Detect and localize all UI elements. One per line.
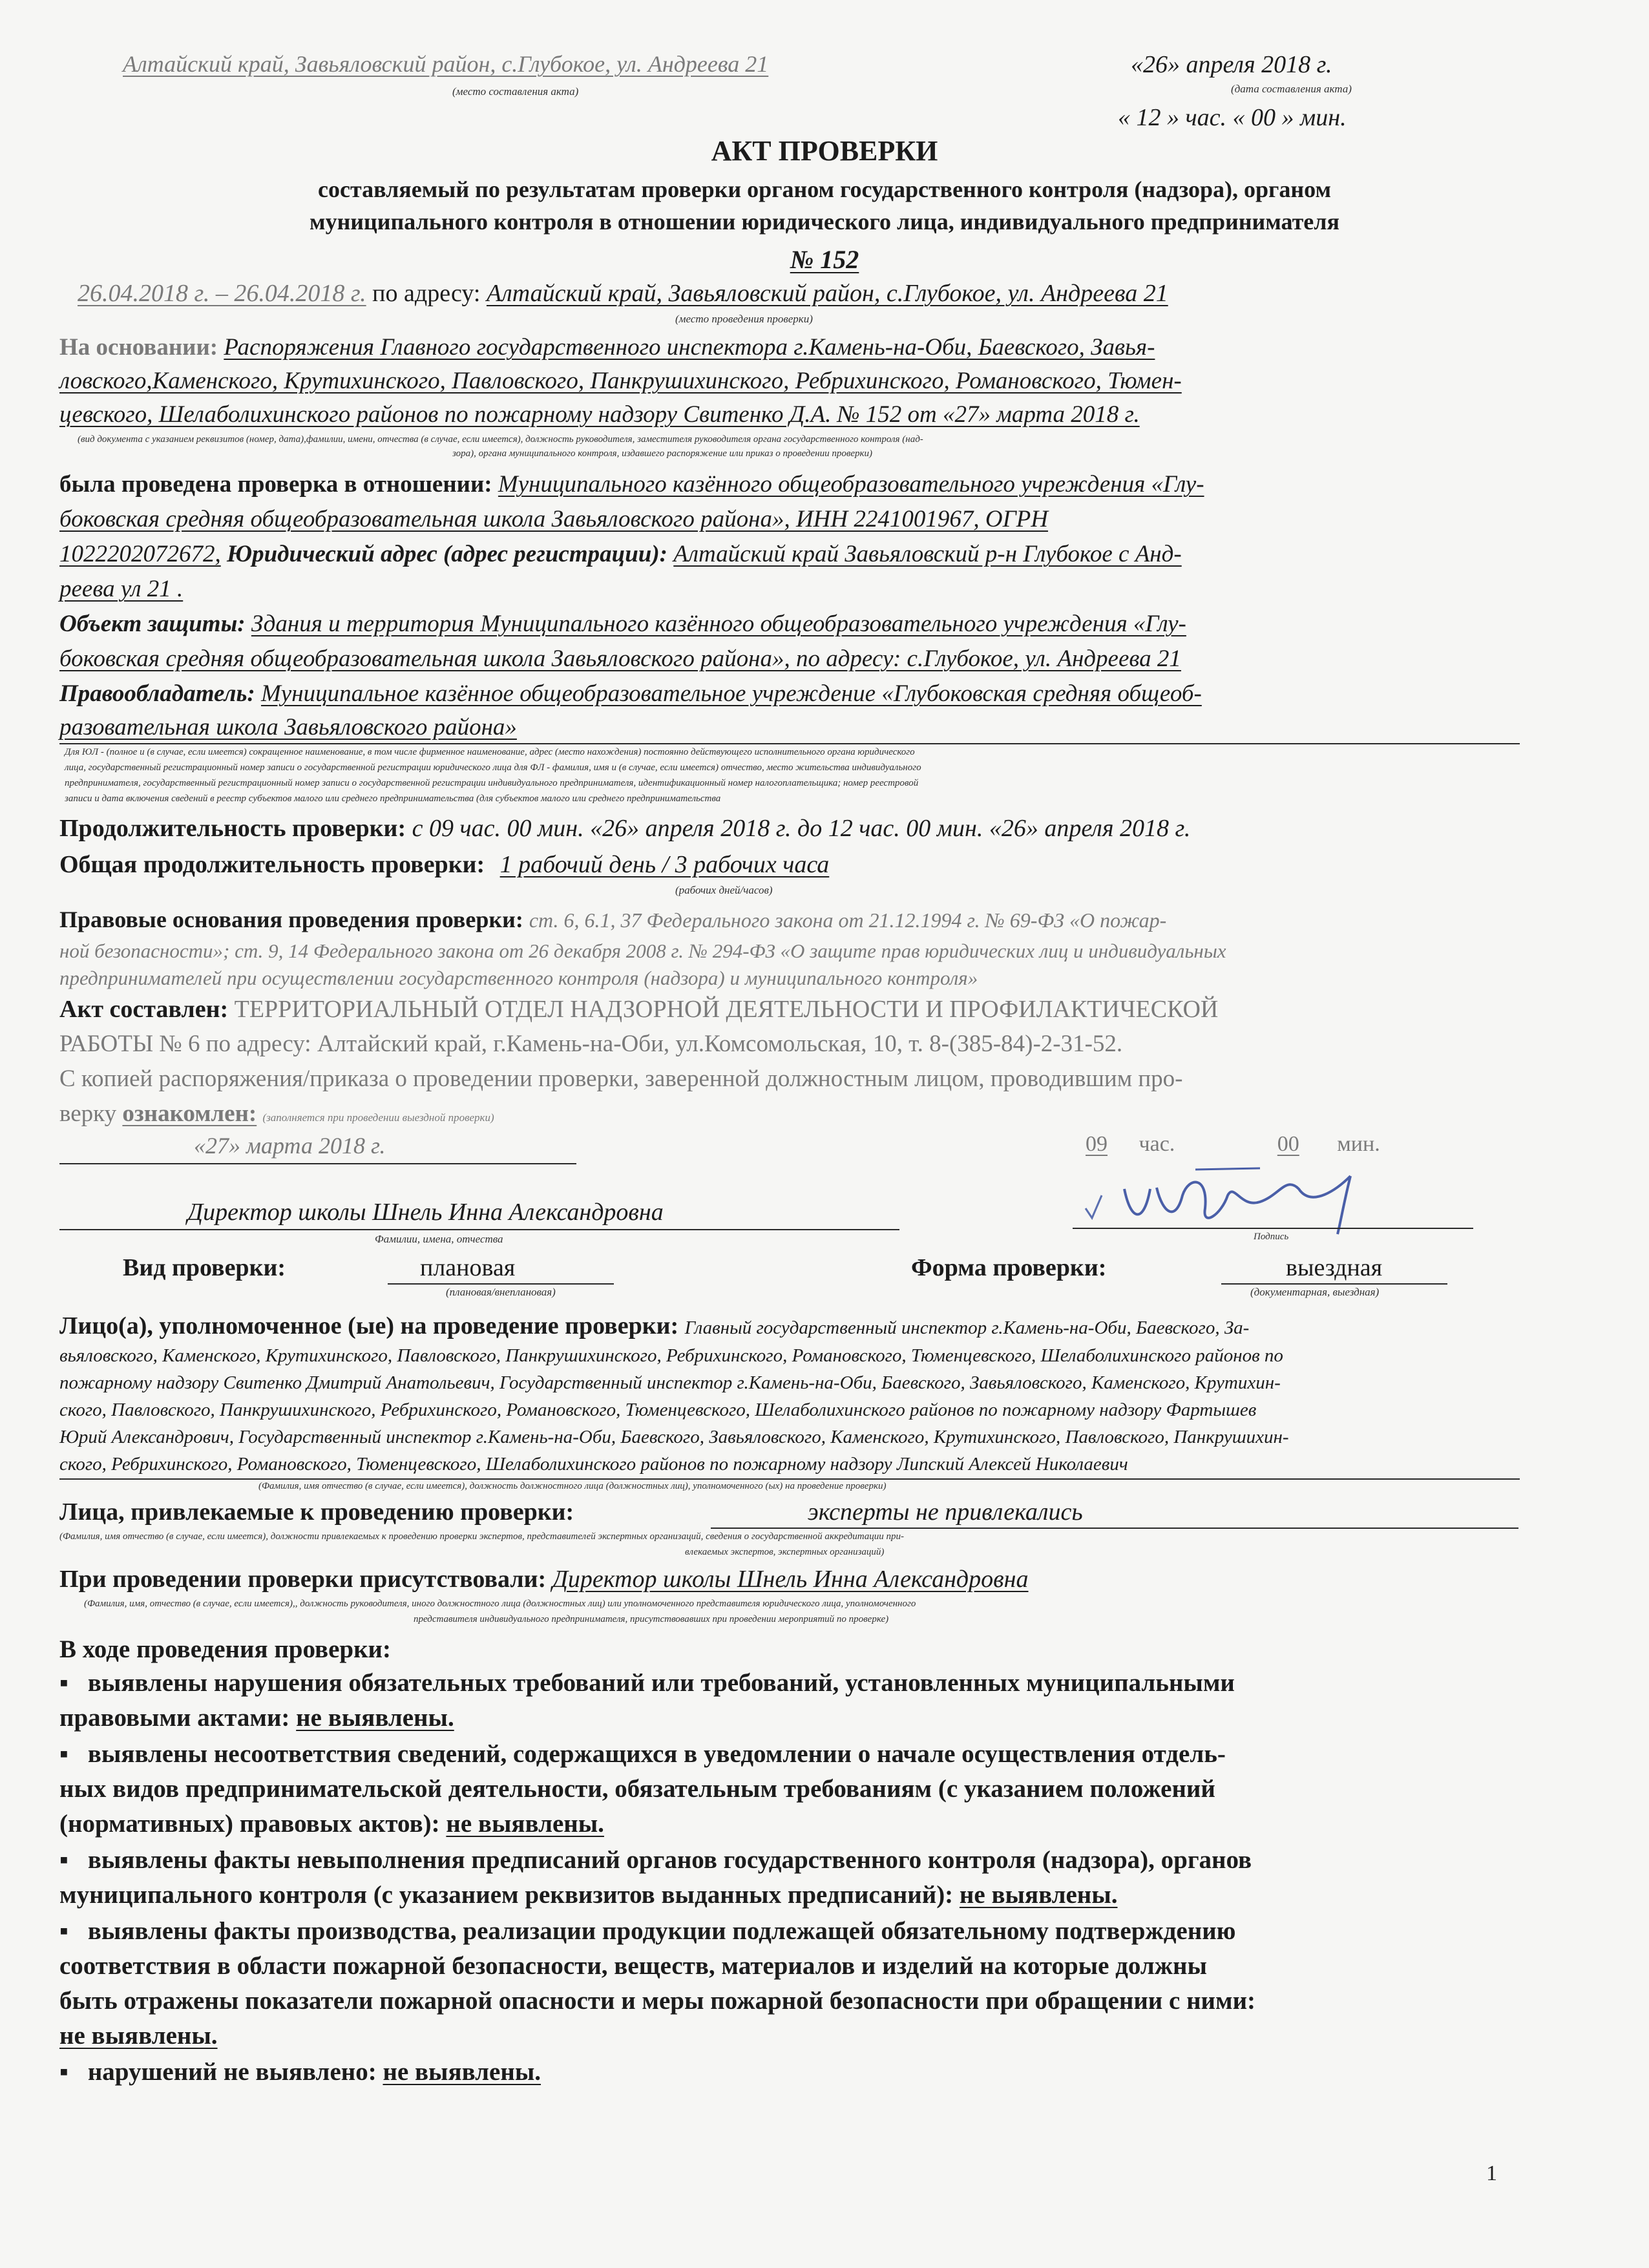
signatory-caption: Фамилии, имена, отчества — [375, 1233, 503, 1245]
document-title: АКТ ПРОВЕРКИ — [711, 135, 938, 167]
signature-rule — [1073, 1228, 1473, 1229]
owner-text-1: Муниципальное казённое общеобразовательное учреждение «Глубоковская средняя общеоб- — [260, 680, 1202, 707]
authorized-rule — [59, 1478, 1520, 1480]
finding-4-line-1 — [59, 1916, 1235, 1946]
kind-rule — [388, 1283, 614, 1285]
title-line-2: муниципального контроля в отношении юридического лица, индивидуального предпринимателя — [310, 209, 1339, 235]
period-dates: 26.04.2018 г. – 26.04.2018 г. — [78, 280, 366, 307]
subject-text-1: Муниципального казённого общеобразовательного учреждения «Глу- — [498, 471, 1204, 498]
legal-text-2: ной безопасности»; ст. 9, 14 Федерального закона от 26 декабря 2008 г. № 294-ФЗ «О защите прав юридических лиц и индивидуальных — [59, 940, 1226, 962]
finding-1-result: не выявлены. — [296, 1704, 454, 1732]
signatory-rule — [59, 1229, 899, 1230]
form-value: выездная — [1286, 1254, 1383, 1281]
page-number: 1 — [1486, 2161, 1497, 2185]
signature — [1066, 1150, 1428, 1241]
subject-legal-address-label: Юридический адрес (адрес регистрации): — [227, 541, 668, 567]
subject-line-1 — [59, 470, 1204, 498]
duration-line — [59, 814, 1190, 843]
present-caption-2: представителя индивидуального предпринимателя, присутствовавших при проведении мероприятий по проверке) — [414, 1614, 889, 1624]
authorized-text-4: ского, Павловского, Панкрушихинского, Ребрихинского, Романовского, Тюменцевского, Шелаболихинского районов по пожарному надзору Фартышев — [59, 1400, 1257, 1420]
authorized-text-5: Юрий Александрович, Государственный инспектор г.Камень-на-Оби, Баевского, Завьяловского, Каменского, Крутихинского, Павловского, Панкрушихин- — [59, 1427, 1289, 1447]
total-duration-line — [59, 850, 829, 879]
finding-5-text-1: нарушений не выявлено: — [87, 2058, 377, 2086]
period-address: Алтайский край, Завьяловский район, с.Глубокое, ул. Андреева 21 — [486, 280, 1168, 307]
basis-label: На основании: — [59, 334, 218, 361]
finding-1-text-2: правовыми актами: — [59, 1704, 290, 1732]
act-time: « 12 » час. « 00 » мин. — [1118, 104, 1347, 131]
owner-text-2: разовательная школа Завьяловского района» — [59, 714, 517, 740]
finding-4-text-2: соответствия в области пожарной безопасности, веществ, материалов и изделий на которые должны — [59, 1952, 1207, 1980]
finding-2-text-3: (нормативных) правовых актов): — [59, 1810, 440, 1838]
signatory-name: Директор школы Шнель Инна Александровна — [187, 1199, 664, 1226]
object-line-1 — [59, 610, 1186, 638]
experts-caption-2: влекаемых экспертов, экспертных организаций) — [685, 1547, 885, 1557]
kind-label: Вид проверки: — [123, 1254, 286, 1281]
bullet: ▪ — [59, 1917, 68, 1945]
finding-2-line-3 — [59, 1809, 604, 1838]
object-label: Объект защиты: — [59, 611, 246, 637]
acquainted-label: ознакомлен: — [122, 1100, 257, 1127]
composed-line-1 — [59, 995, 1218, 1024]
form-rule — [1221, 1283, 1447, 1285]
object-text-1: Здания и территория Муниципального казённого общеобразовательного учреждения «Глу- — [251, 611, 1186, 637]
experts-rule — [711, 1528, 1518, 1529]
finding-2-text-2: ных видов предпринимательской деятельности, обязательным требованиям (с указанием положений — [59, 1775, 1215, 1803]
object-text-2: боковская средняя общеобразовательная школа Завьяловского района», по адресу: с.Глубокое, ул. Андреева 21 — [59, 646, 1181, 672]
legal-line-1 — [59, 906, 1166, 933]
act-number: № 152 — [790, 245, 859, 274]
subject-ogrn: 1022202072672, — [59, 541, 221, 567]
authorized-text-1: Главный государственный инспектор г.Камень-на-Оби, Баевского, За- — [684, 1318, 1250, 1338]
authorized-text-3: пожарному надзору Свитенко Дмитрий Анатольевич, Государственный инспектор г.Камень-на-Оби, Баевского, Завьяловского, Каменского, Крутихин- — [59, 1372, 1281, 1393]
subject-legal-address: Алтайский край Завьяловский р-н Глубокое с Анд- — [673, 541, 1182, 567]
owner-caption-4: записи и дата включения сведений в реестр субъектов малого или среднего предпринимательства (для субъектов малого или среднего предпринимательства — [65, 793, 721, 804]
experts-label: Лица, привлекаемые к проведению проверки: — [59, 1498, 574, 1526]
acquainted-min-unit: мин. — [1337, 1132, 1380, 1156]
title-line-1: составляемый по результатам проверки органом государственного контроля (надзора), органом — [318, 176, 1331, 202]
acquainted-min: 00 — [1277, 1132, 1299, 1156]
bullet: ▪ — [59, 1669, 68, 1697]
present-label: При проведении проверки присутствовали: — [59, 1566, 547, 1593]
basis-caption-1: (вид документа с указанием реквизитов (номер, дата),фамилии, имени, отчества (в случае, если имеется), должность руководителя, заместителя руководителя органа государственного контроля (над- — [78, 434, 923, 445]
authorized-caption: (Фамилия, имя отчество (в случае, если имеется), должность должностного лица (должностных лиц), уполномоченного (ых) на проведение проверки) — [258, 1481, 887, 1491]
subject-text-2: боковская средняя общеобразовательная школа Завьяловского района», ИНН 2241001967, ОГРН — [59, 506, 1048, 532]
owner-caption-1: Для ЮЛ - (полное и (в случае, если имеется) сокращенное наименование, в том числе фирменное наименование, адрес (место нахождения) постоянно действующего исполнительного органа юридического — [65, 747, 915, 757]
act-place: Алтайский край, Завьяловский район, с.Глубокое, ул. Андреева 21 — [123, 51, 769, 77]
legal-text-3: предпринимателей при осуществлении государственного контроля (надзора) и муниципального контроля» — [59, 967, 978, 989]
composed-text-1: ТЕРРИТОРИАЛЬНЫЙ ОТДЕЛ НАДЗОРНОЙ ДЕЯТЕЛЬНОСТИ И ПРОФИЛАКТИЧЕСКОЙ — [234, 996, 1219, 1023]
findings-heading: В ходе проведения проверки: — [59, 1635, 391, 1663]
finding-2-result: не выявлены. — [446, 1810, 604, 1838]
present-value: Директор школы Шнель Инна Александровна — [552, 1566, 1029, 1593]
act-place-caption: (место составления акта) — [452, 85, 579, 98]
finding-4-result: не выявлены. — [59, 2022, 218, 2050]
finding-5-result: не выявлены. — [383, 2058, 541, 2086]
signature-caption: Подпись — [1254, 1232, 1289, 1242]
bullet: ▪ — [59, 1740, 68, 1768]
acquainted-hour-unit: час. — [1139, 1132, 1175, 1156]
duration-label: Продолжительность проверки: — [59, 815, 406, 842]
experts-caption-1: (Фамилия, имя отчество (в случае, если имеется), должности привлекаемых к проведению проверки экспертов, представителей экспертных организаций, сведения о государственной аккредитации при- — [59, 1531, 904, 1542]
kind-value: плановая — [420, 1254, 516, 1281]
finding-1-line-2 — [59, 1703, 454, 1732]
authorized-label: Лицо(а), уполномоченное (ые) на проведение проверки: — [59, 1312, 679, 1339]
owner-caption-3: предпринимателя, государственный регистрационный номер записи о государственной регистрации индивидуального предпринимателя, идентификационный номер налогоплательщика; номер реестровой — [65, 778, 919, 788]
owner-rule — [59, 743, 1520, 744]
basis-caption-2: зора), органа муниципального контроля, издавшего распоряжение или приказ о проведении проверки) — [452, 448, 873, 459]
finding-1-line-1 — [59, 1668, 1235, 1697]
owner-caption-2: лица, государственный регистрационный номер записи о государственной регистрации юридического лица для ФЛ - фамилия, имя и (в случае, если имеется) отчество, место жительства индивидуального — [65, 762, 921, 773]
authorized-text-6: ского, Ребрихинского, Романовского, Тюменцевского, Шелаболихинского районов по пожарному надзору Липский Алексей Николаевич — [59, 1454, 1128, 1475]
subject-text-4: реева ул 21 . — [59, 576, 184, 602]
finding-2-line-1 — [59, 1739, 1226, 1769]
composed-text-3: С копией распоряжения/приказа о проведении проверки, заверенной должностным лицом, проводившим про- — [59, 1066, 1183, 1092]
finding-5-line-1 — [59, 2057, 541, 2086]
finding-3-line-2 — [59, 1880, 1117, 1909]
owner-line-1 — [59, 680, 1202, 708]
basis-text-2: ловского,Каменского, Крутихинского, Павловского, Панкрушихинского, Ребрихинского, Романовского, Тюмен- — [59, 368, 1182, 394]
acquainted-caption: (заполняется при проведении выездной проверки) — [262, 1111, 494, 1124]
authorized-text-2: вьяловского, Каменского, Крутихинского, Павловского, Панкрушихинского, Ребрихинского, Романовского, Тюменцевского, Шелаболихинского районов по — [59, 1345, 1283, 1366]
subject-line-3 — [59, 540, 1182, 568]
acquainted-hour: 09 — [1086, 1132, 1108, 1156]
acquainted-date: «27» марта 2018 г. — [194, 1133, 386, 1159]
owner-label: Правообладатель: — [59, 680, 255, 707]
period-caption: (место проведения проверки) — [675, 313, 813, 325]
total-duration-label: Общая продолжительность проверки: — [59, 851, 485, 878]
basis-text-1: Распоряжения Главного государственного инспектора г.Камень-на-Оби, Баевского, Завья- — [224, 334, 1155, 361]
finding-1-text-1: выявлены нарушения обязательных требований или требований, установленных муниципальными — [87, 1669, 1235, 1697]
duration-value: с 09 час. 00 мин. «26» апреля 2018 г. до 12 час. 00 мин. «26» апреля 2018 г. — [412, 815, 1191, 842]
bullet: ▪ — [59, 2058, 68, 2086]
period-by-address: по адресу: — [372, 280, 481, 307]
composed-text-2: РАБОТЫ № 6 по адресу: Алтайский край, г.Камень-на-Оби, ул.Комсомольская, 10, т. 8-(385-84)-2-31-52. — [59, 1031, 1123, 1057]
acquainted-date-rule — [59, 1163, 576, 1164]
total-duration-caption: (рабочих дней/часов) — [675, 884, 773, 896]
finding-3-text-1: выявлены факты невыполнения предписаний органов государственного контроля (надзора), органов — [87, 1846, 1252, 1874]
finding-4-text-1: выявлены факты производства, реализации продукции подлежащей обязательному подтверждению — [87, 1917, 1236, 1945]
finding-4-text-3: быть отражены показатели пожарной опасности и меры пожарной безопасности при обращении с ними: — [59, 1987, 1256, 2015]
composed-text-4: верку — [59, 1100, 117, 1127]
finding-3-result: не выявлены. — [959, 1881, 1118, 1909]
finding-3-text-2: муниципального контроля (с указанием реквизитов выданных предписаний): — [59, 1881, 954, 1909]
authorized-line-1 — [59, 1312, 1249, 1340]
form-label: Форма проверки: — [911, 1254, 1107, 1281]
act-date-caption: (дата составления акта) — [1231, 83, 1352, 95]
total-duration-value: 1 рабочий день / 3 рабочих часа — [499, 851, 830, 878]
present-caption-1: (Фамилия, имя, отчество (в случае, если имеется),, должность руководителя, иного должностного лица (должностных лиц) или уполномоченного представителя юридического лица, уполномоченного — [84, 1599, 916, 1609]
experts-value: эксперты не привлекались — [808, 1498, 1083, 1526]
subject-label: была проведена проверка в отношении: — [59, 471, 492, 498]
basis-line-1 — [59, 333, 1155, 361]
basis-text-3: цевского, Шелаболихинского районов по пожарному надзору Свитенко Д.А. № 152 от «27» марта 2018 г. — [59, 401, 1140, 428]
finding-3-line-1 — [59, 1845, 1252, 1874]
composed-label: Акт составлен: — [59, 996, 229, 1023]
form-caption: (документарная, выездная) — [1250, 1286, 1380, 1298]
legal-text-1: ст. 6, 6.1, 37 Федерального закона от 21.12.1994 г. № 69-ФЗ «О пожар- — [529, 908, 1167, 932]
act-date: «26» апреля 2018 г. — [1131, 51, 1332, 78]
composed-line-4 — [59, 1100, 494, 1128]
bullet: ▪ — [59, 1846, 68, 1874]
legal-label: Правовые основания проведения проверки: — [59, 907, 523, 932]
period-line — [78, 279, 1168, 308]
finding-2-text-1: выявлены несоответствия сведений, содержащихся в уведомлении о начале осуществления отдель- — [87, 1740, 1226, 1768]
kind-caption: (плановая/внеплановая) — [446, 1286, 556, 1298]
present-line — [59, 1565, 1029, 1593]
